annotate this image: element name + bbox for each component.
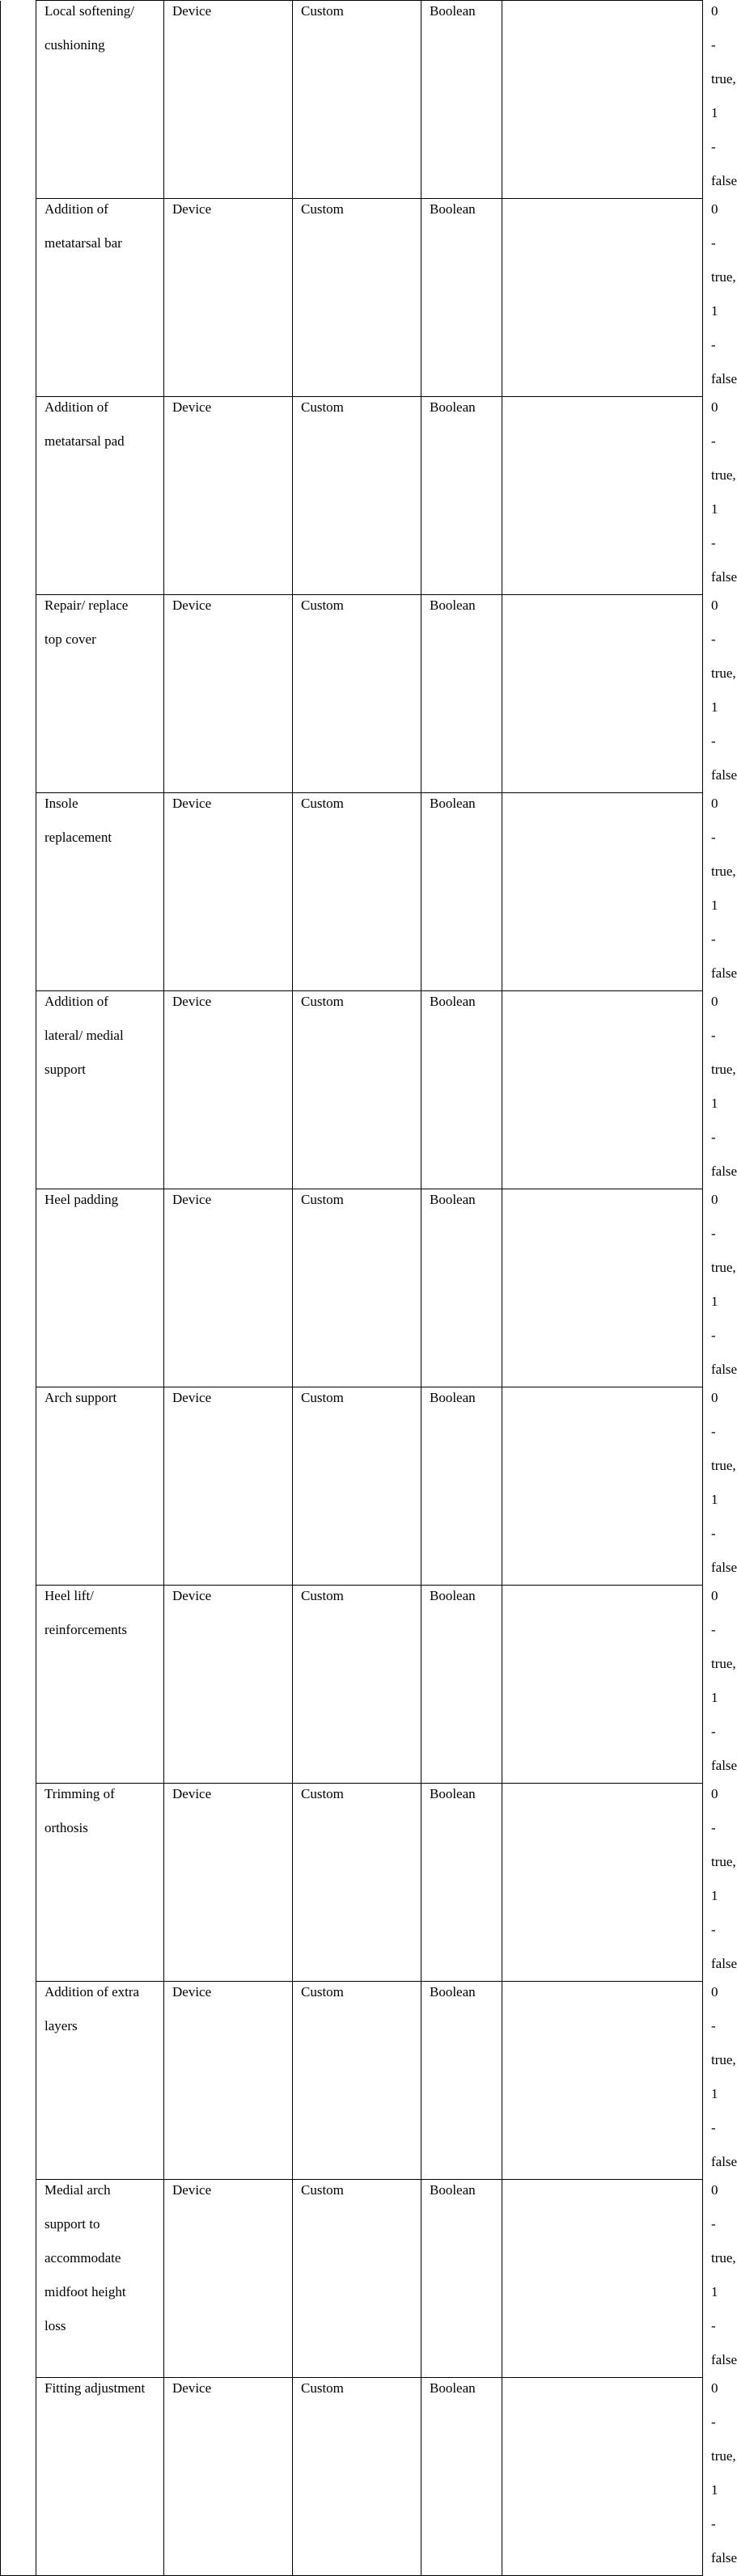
table-row: Medial arch support to accommodate midfoot height loss Device Custom Boolean 0 - true, 1 - false — [1, 2180, 703, 2378]
unit-cell — [502, 793, 703, 991]
value-type-cell — [421, 991, 502, 1189]
type-cell — [293, 595, 421, 793]
feature-cell — [36, 1189, 164, 1387]
unit-cell — [502, 1784, 703, 1982]
category-cell — [164, 595, 293, 793]
feature-cell-text: Addition of metatarsal pad — [44, 399, 125, 449]
feature-cell-text: Addition of lateral/ medial support — [44, 994, 124, 1077]
category-cell-text: Device — [172, 598, 212, 613]
category-cell-text: Device — [172, 1588, 212, 1603]
type-cell-text: Custom — [301, 796, 344, 811]
table-row: Repair/ replace top cover Device Custom Boolean 0 - true, 1 - false — [1, 595, 703, 793]
category-cell — [164, 793, 293, 991]
type-cell-text: Custom — [301, 1984, 344, 2000]
category-cell — [164, 2180, 293, 2378]
category-cell-text: Device — [172, 3, 212, 19]
value-type-cell-text: Boolean — [430, 2380, 476, 2396]
value-type-cell-text: Boolean — [430, 399, 476, 415]
type-cell — [293, 793, 421, 991]
feature-cell-text: Fitting adjustment — [44, 2380, 146, 2396]
table-row: Addition of extra layers Device Custom Boolean 0 - true, 1 - false — [1, 1982, 703, 2180]
feature-cell-text: Local softening/ cushioning — [44, 3, 134, 53]
category-cell — [164, 1982, 293, 2180]
unit-cell — [502, 991, 703, 1189]
value-type-cell-text: Boolean — [430, 1192, 476, 1207]
feature-cell-text: Addition of metatarsal bar — [44, 201, 122, 251]
feature-cell — [36, 793, 164, 991]
category-cell-text: Device — [172, 201, 212, 217]
feature-cell — [36, 1784, 164, 1982]
type-cell-text: Custom — [301, 598, 344, 613]
type-cell-text: Custom — [301, 1786, 344, 1801]
left-stub-cell — [1, 1, 36, 2576]
category-cell-text: Device — [172, 1192, 212, 1207]
type-cell-text: Custom — [301, 399, 344, 415]
type-cell — [293, 2180, 421, 2378]
feature-cell — [36, 1586, 164, 1784]
type-cell — [293, 1189, 421, 1387]
category-cell — [164, 199, 293, 397]
table-body — [1, 1, 737, 2576]
value-type-cell — [421, 199, 502, 397]
feature-cell — [36, 2180, 164, 2378]
category-cell — [164, 991, 293, 1189]
category-cell-text: Device — [172, 2380, 212, 2396]
value-type-cell-text: Boolean — [430, 598, 476, 613]
feature-cell-text: Addition of extra layers — [44, 1984, 140, 2033]
feature-cell-text: Insole replacement — [44, 796, 112, 845]
unit-cell — [502, 1387, 703, 1586]
feature-cell — [36, 397, 164, 595]
category-cell — [164, 1784, 293, 1982]
unit-cell — [502, 595, 703, 793]
category-cell — [164, 1586, 293, 1784]
type-cell — [293, 1387, 421, 1586]
type-cell — [293, 397, 421, 595]
feature-cell-text: Arch support — [44, 1390, 117, 1405]
value-type-cell — [421, 1982, 502, 2180]
type-cell — [293, 199, 421, 397]
feature-cell-text: Heel lift/ reinforcements — [44, 1588, 127, 1637]
value-type-cell — [421, 2378, 502, 2576]
value-type-cell-text: Boolean — [430, 994, 476, 1009]
value-type-cell-text: Boolean — [430, 1390, 476, 1405]
value-type-cell-text: Boolean — [430, 201, 476, 217]
value-type-cell — [421, 793, 502, 991]
unit-cell — [502, 1586, 703, 1784]
type-cell-text: Custom — [301, 201, 344, 217]
table-row: Heel padding Device Custom Boolean 0 - true, 1 - false — [1, 1189, 703, 1387]
value-type-cell — [421, 1586, 502, 1784]
value-type-cell — [421, 1189, 502, 1387]
category-cell-text: Device — [172, 796, 212, 811]
category-cell — [164, 1, 293, 199]
table-row: Local softening/ cushioning Device Custom Boolean 0 - true, 1 - false — [1, 1, 703, 199]
unit-cell — [502, 1982, 703, 2180]
value-type-cell — [421, 397, 502, 595]
value-type-cell-text: Boolean — [430, 3, 476, 19]
unit-cell — [502, 2378, 703, 2576]
value-type-cell-text: Boolean — [430, 796, 476, 811]
value-type-cell-text: Boolean — [430, 2182, 476, 2198]
type-cell-text: Custom — [301, 3, 344, 19]
category-cell-text: Device — [172, 2182, 212, 2198]
feature-cell — [36, 1, 164, 199]
type-cell-text: Custom — [301, 1390, 344, 1405]
category-cell — [164, 1387, 293, 1586]
category-cell — [164, 1189, 293, 1387]
table-row: Insole replacement Device Custom Boolean 0 - true, 1 - false — [1, 793, 703, 991]
category-cell-text: Device — [172, 994, 212, 1009]
value-type-cell — [421, 1784, 502, 1982]
table-row: Addition of metatarsal bar Device Custom Boolean 0 - true, 1 - false — [1, 199, 703, 397]
unit-cell — [502, 397, 703, 595]
unit-cell — [502, 1, 703, 199]
type-cell — [293, 1982, 421, 2180]
type-cell — [293, 1784, 421, 1982]
category-cell-text: Device — [172, 399, 212, 415]
feature-cell-text: Heel padding — [44, 1192, 119, 1207]
feature-cell — [36, 1387, 164, 1586]
table-row: Arch support Device Custom Boolean 0 - true, 1 - false — [1, 1387, 703, 1586]
category-cell — [164, 397, 293, 595]
table-row: Addition of lateral/ medial support Device Custom Boolean 0 - true, 1 - false — [1, 991, 703, 1189]
unit-cell — [502, 1189, 703, 1387]
value-type-cell — [421, 2180, 502, 2378]
feature-cell — [36, 991, 164, 1189]
feature-cell-text: Medial arch support to accommodate midfoot height loss — [44, 2182, 126, 2333]
table-row: Heel lift/ reinforcements Device Custom Boolean 0 - true, 1 - false — [1, 1586, 703, 1784]
table-row: Trimming of orthosis Device Custom Boolean 0 - true, 1 - false — [1, 1784, 703, 1982]
feature-cell — [36, 2378, 164, 2576]
category-cell-text: Device — [172, 1984, 212, 2000]
value-type-cell-text: Boolean — [430, 1984, 476, 2000]
feature-cell-text: Trimming of orthosis — [44, 1786, 115, 1835]
value-type-cell — [421, 595, 502, 793]
type-cell — [293, 1586, 421, 1784]
unit-cell — [502, 2180, 703, 2378]
value-type-cell-text: Boolean — [430, 1588, 476, 1603]
feature-cell — [36, 1982, 164, 2180]
feature-cell — [36, 199, 164, 397]
type-cell — [293, 991, 421, 1189]
type-cell-text: Custom — [301, 2182, 344, 2198]
feature-cell-text: Repair/ replace top cover — [44, 598, 129, 647]
value-type-cell — [421, 1, 502, 199]
type-cell-text: Custom — [301, 1588, 344, 1603]
unit-cell — [502, 199, 703, 397]
table-row: Addition of metatarsal pad Device Custom Boolean 0 - true, 1 - false — [1, 397, 703, 595]
category-cell-text: Device — [172, 1390, 212, 1405]
table-row: Fitting adjustment Device Custom Boolean 0 - true, 1 - false — [1, 2378, 703, 2576]
value-type-cell — [421, 1387, 502, 1586]
type-cell-text: Custom — [301, 2380, 344, 2396]
type-cell-text: Custom — [301, 1192, 344, 1207]
type-cell — [293, 2378, 421, 2576]
type-cell-text: Custom — [301, 994, 344, 1009]
value-type-cell-text: Boolean — [430, 1786, 476, 1801]
feature-cell — [36, 595, 164, 793]
category-cell — [164, 2378, 293, 2576]
type-cell — [293, 1, 421, 199]
category-cell-text: Device — [172, 1786, 212, 1801]
